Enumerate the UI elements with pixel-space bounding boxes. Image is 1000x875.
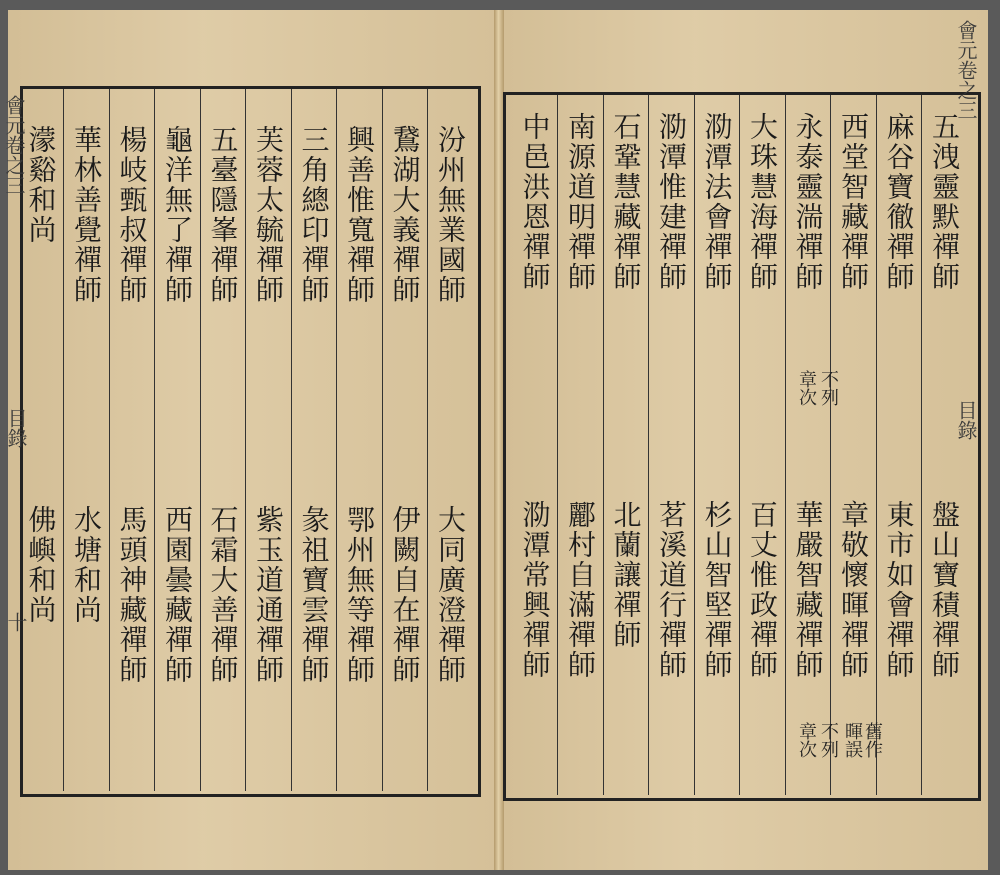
right-lower-entry-9: 酈村自滿禪師 [564, 500, 597, 680]
right-upper-entry-3: 西堂智藏禪師 [837, 112, 870, 292]
right-upper-entry-1: 五洩靈默禪師 [928, 112, 961, 292]
note-lower-col2: 暉誤 [842, 722, 863, 758]
left-column-rule-2 [382, 89, 383, 791]
right-lower-entry-5: 百丈惟政禪師 [746, 500, 779, 680]
right-column-rule-9 [557, 95, 558, 795]
right-upper-entry-4: 永泰靈湍禪師 [791, 112, 825, 292]
left-upper-entry-3: 興善惟寬禪師 [343, 125, 376, 305]
left-lower-entry-1: 大同廣澄禪師 [434, 505, 467, 685]
right-upper-entry-9: 南源道明禪師 [564, 112, 597, 292]
left-upper-entry-4: 三角總印禪師 [297, 125, 331, 305]
left-column-rule-9 [63, 89, 64, 791]
left-lower-entry-6: 石霜大善禪師 [206, 505, 240, 685]
right-lower-entry-10: 泐潭常興禪師 [518, 500, 552, 680]
right-lower-entry-1: 盤山寶積禪師 [928, 500, 961, 680]
right-margin-section: 目錄 [954, 400, 978, 440]
left-lower-entry-8: 馬頭神藏禪師 [115, 505, 149, 685]
left-margin-section: 目錄 [4, 408, 28, 448]
right-column-rule-8 [603, 95, 604, 795]
note-upper-col1: 不列 [818, 370, 839, 406]
right-upper-entry-10: 中邑洪恩禪師 [518, 112, 552, 292]
right-column-rule-3 [830, 95, 831, 795]
left-column-rule-7 [154, 89, 155, 791]
left-lower-entry-7: 西園曇藏禪師 [161, 505, 194, 685]
left-upper-entry-5: 芙蓉太毓禪師 [252, 125, 285, 305]
right-column-rule-1 [921, 95, 922, 795]
left-upper-entry-6: 五臺隱峯禪師 [206, 125, 240, 305]
right-lower-entry-8: 北蘭讓禪師 [609, 500, 643, 650]
right-lower-entry-4: 華嚴智藏禪師 [791, 500, 825, 680]
right-lower-entry-7: 茗溪道行禪師 [655, 500, 688, 680]
left-upper-entry-9: 華林善覺禪師 [70, 125, 103, 305]
right-upper-entry-7: 泐潭惟建禪師 [655, 112, 688, 292]
left-column-rule-8 [109, 89, 110, 791]
left-column-rule-4 [291, 89, 292, 791]
left-lower-entry-4: 彖祖寶雲禪師 [297, 505, 331, 685]
left-margin-title: 會元卷之三 [2, 95, 26, 195]
note-upper-col2: 章次 [796, 370, 817, 406]
right-upper-entry-8: 石鞏慧藏禪師 [609, 112, 643, 292]
left-upper-entry-10: 濛谿和尚 [24, 125, 58, 245]
left-lower-entry-10: 佛嶼和尚 [24, 505, 58, 625]
left-upper-entry-7: 龜洋無了禪師 [161, 125, 194, 305]
right-upper-entry-2: 麻谷寶徹禪師 [882, 112, 916, 292]
note-lower-col4: 章次 [796, 722, 817, 758]
left-column-rule-3 [336, 89, 337, 791]
right-margin-title: 會元卷之三 [954, 20, 978, 120]
left-lower-entry-5: 紫玉道通禪師 [252, 505, 285, 685]
left-lower-entry-9: 水塘和尚 [70, 505, 103, 625]
right-column-rule-7 [648, 95, 649, 795]
note-lower-col3: 不列 [818, 722, 839, 758]
left-upper-entry-1: 汾州無業國師 [434, 125, 467, 305]
right-upper-entry-6: 泐潭法會禪師 [700, 112, 734, 292]
right-column-rule-4 [785, 95, 786, 795]
left-column-rule-1 [427, 89, 428, 791]
right-lower-entry-6: 杉山智堅禪師 [700, 500, 734, 680]
right-column-rule-5 [739, 95, 740, 795]
left-upper-entry-8: 楊岐甄叔禪師 [115, 125, 149, 305]
right-column-rule-6 [694, 95, 695, 795]
right-column-rule-2 [876, 95, 877, 795]
right-upper-entry-5: 大珠慧海禪師 [746, 112, 779, 292]
left-margin-folio: 十 [4, 612, 28, 632]
left-lower-entry-3: 鄂州無等禪師 [343, 505, 376, 685]
left-lower-entry-2: 伊闕自在禪師 [388, 505, 422, 685]
note-lower-col1: 舊作 [862, 722, 883, 758]
right-lower-entry-2: 東市如會禪師 [882, 500, 916, 680]
right-lower-entry-3: 章敬懷暉禪師 [837, 500, 870, 680]
left-upper-entry-2: 鵞湖大義禪師 [388, 125, 422, 305]
left-column-rule-6 [200, 89, 201, 791]
left-column-rule-5 [245, 89, 246, 791]
